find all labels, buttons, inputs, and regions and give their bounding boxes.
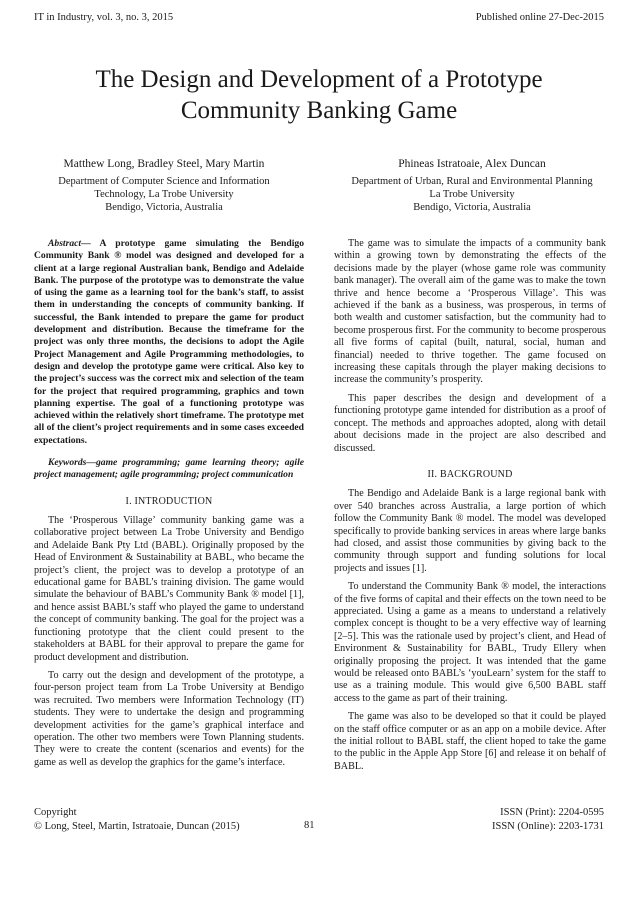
affiliation-line: La Trobe University bbox=[429, 189, 515, 200]
paper-title bbox=[60, 64, 578, 126]
page-number: 81 bbox=[304, 820, 315, 831]
right-column bbox=[334, 238, 606, 779]
footer-copyright bbox=[34, 806, 240, 834]
copyright-label: Copyright bbox=[34, 807, 77, 818]
abstract-label: Abstract bbox=[48, 238, 82, 249]
author-names: Matthew Long, Bradley Steel, Mary Martin bbox=[63, 158, 265, 170]
issn-print: ISSN (Print): 2204-0595 bbox=[500, 807, 604, 818]
title-line-2: Community Banking Game bbox=[180, 97, 458, 124]
author-block-right bbox=[338, 158, 606, 214]
journal-header: IT in Industry, vol. 3, no. 3, 2015 bbox=[34, 12, 174, 23]
affiliation-line: Department of Computer Science and Information bbox=[58, 176, 270, 187]
section-heading-introduction: I. INTRODUCTION bbox=[125, 495, 213, 507]
keywords: Keywords—game programming; game learning theory; agile project management; agile programming; project communication bbox=[34, 457, 304, 481]
section-heading-background: II. BACKGROUND bbox=[427, 468, 513, 480]
copyright-holders: © Long, Steel, Martin, Istratoaie, Duncan (2015) bbox=[34, 821, 240, 832]
title-line-1: The Design and Development of a Prototype bbox=[95, 66, 543, 93]
author-names: Phineas Istratoaie, Alex Duncan bbox=[398, 158, 546, 170]
affiliation-line: Department of Urban, Rural and Environmental Planning bbox=[351, 176, 593, 187]
abstract bbox=[34, 238, 304, 447]
paragraph: The game was also to be developed so that it could be played on the staff office computer or as an app on a mobile device. After the initial rollout to BABL staff, the client hoped to take the game to the public in the Apple App Store [6] and release it on behalf of BABL. bbox=[334, 711, 606, 772]
paragraph: The game was to simulate the impacts of a community bank within a growing town by demonstrating the effects of the decisions made by the player (whose game role was community bank manager). The overall aim of the game was to make the town thrive and hence become a ‘Prosperous Village’. This was achieved if the bank as a business, was prosperous, in terms of both wealth and customer satisfaction, but the community had to become prosperous first. For the community to become prosperous all five forms of capital (built, natural, social, human and financial) needed to thrive together. The game focused on increasing these capitals through the player making decisions to increase the community’s prosperity. bbox=[334, 238, 606, 386]
author-block-left bbox=[34, 158, 294, 214]
left-column bbox=[34, 238, 304, 775]
affiliation-line: Bendigo, Victoria, Australia bbox=[413, 202, 531, 213]
footer-issn bbox=[492, 806, 604, 834]
issn-online: ISSN (Online): 2203-1731 bbox=[492, 821, 604, 832]
paragraph: The Bendigo and Adelaide Bank is a large regional bank with over 540 branches across Australia, a large portion of which follow the Community Bank ® model. The model was developed specifically to provide banking services in areas where large banks had closed, and assist those communities by giving back to the community through support and funding solutions for local projects and issues [1]. bbox=[334, 488, 606, 574]
paragraph: The ‘Prosperous Village’ community banking game was a collaborative project between La Trobe University and Bendigo and Adelaide Bank Pty Ltd (BABL). Originally proposed by the Head of Environment & Sustainability at BABL, who became the project’s client, the project was to develop a prototype of an educational game for BABL’s training division. The game would simulate the behaviour of BABL’s Community Bank ® model [1], and hence assist BABL’s staff who played the game to understand the concept of community banking. The goal for the project was a functioning prototype that the client could present to the stakeholders at BABL for their approval to prepare the game for product development and distribution. bbox=[34, 515, 304, 663]
abstract-text: — A prototype game simulating the Bendigo Community Bank ® model was designed and developed for a client at a large regional Australian bank, Bendigo and Adelaide Bank. The purpose of the prototype was to demonstrate the value of using the game as a learning tool for the bank’s staff, to assist them in understanding the concepts of community banking. If successful, the Bank intended to prepare the game for product development and distribution. Because the timeframe for the project was only three months, the decisions to adopt the Agile Project Management and Agile Programming methodologies, to design and develop the prototype game were critical. Also key to the project’s success was the correct mix and selection of the team for the project that required programming, graphics and town planning expertise. The goal of a functioning prototype was achieved within the relatively short timeframe. The prototype met all of the client’s project requirements and in some cases exceeded expectations. bbox=[34, 238, 304, 446]
paragraph: This paper describes the design and development of a functioning prototype game intended for distribution as a proof of concept. The methods and approaches adopted, along with detail about decisions made in the project are also described and discussed. bbox=[334, 392, 606, 454]
paragraph: To understand the Community Bank ® model, the interactions of the five forms of capital and their effects on the town need to be appreciated. Using a game as a means to understand a relatively complex concept is thought to be a very effective way of learning [2–5]. This was the rationale used by project’s client, and Head of Environment & Sustainability for BABL, Trudy Ellery when originally proposing the project. It was intended that the game would be released onto BABL’s ‘youLearn’ system for the staff to use as a training module. This would give 6,500 BABL staff access to the game as part of their training. bbox=[334, 581, 606, 704]
affiliation-line: Technology, La Trobe University bbox=[94, 189, 234, 200]
affiliation-line: Bendigo, Victoria, Australia bbox=[105, 202, 223, 213]
published-date: Published online 27-Dec-2015 bbox=[475, 12, 604, 23]
paragraph: To carry out the design and development of the prototype, a four-person project team from La Trobe University at Bendigo was recruited. Two members were Information Technology (IT) students. They were to undertake the design and programming development activities for the game’s graphical interface and operation. The other two members were Town Planning students. They were to create the content (scenarios and events) for the game as well as develop the graphics for the game’s interface. bbox=[34, 669, 304, 768]
